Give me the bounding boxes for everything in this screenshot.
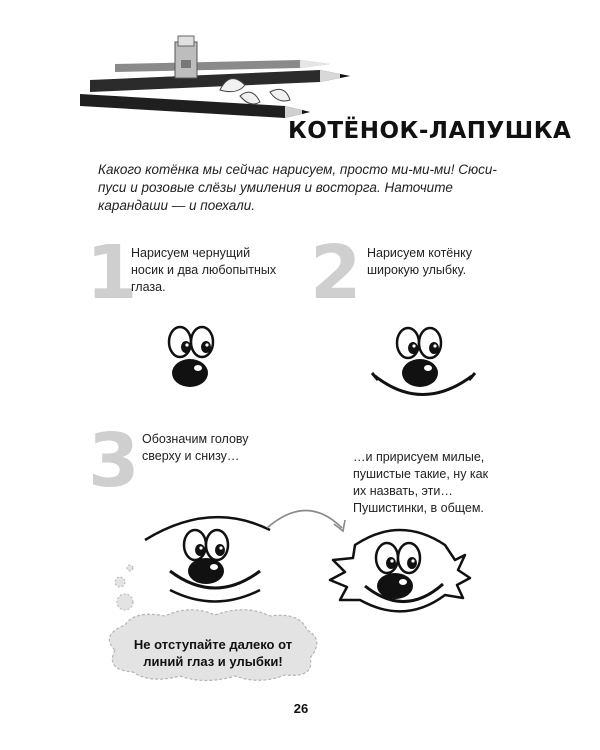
step-4-text: …и пририсуем милые, пушистые такие, ну как их назвать, эти… Пушистинки, в общем. [353,450,489,515]
step-1-number: 1 [86,230,138,316]
page-number: 26 [293,701,309,716]
tip-text: Не отступайте далеко от линий глаз и улыбки! [133,637,293,669]
intro-text: Какого котёнка мы сейчас нарисуем, просто ми-ми-ми! Сюси-пуси и розовые слёзы умиления и восторга. Наточите карандаши — и поехали. [98,162,497,213]
step-2-drawing [360,318,490,408]
step-1-text: Нарисуем чернущий носик и два любопытных глаза. [131,246,277,294]
step-4-drawing [325,520,475,630]
step-2-text: Нарисуем котёнку широкую улыбку. [367,246,473,277]
pencils-illustration [70,30,370,120]
pencil-1 [90,70,350,92]
page-title: КОТЁНОК-ЛАПУШКА [288,118,572,144]
step-1-drawing [150,315,240,405]
sharpener [175,36,197,78]
step-3-number: 3 [88,418,140,504]
step-3-text: Обозначим голову сверху и снизу… [142,432,249,463]
pencil-3 [115,60,330,72]
step-2-number: 2 [310,230,362,316]
